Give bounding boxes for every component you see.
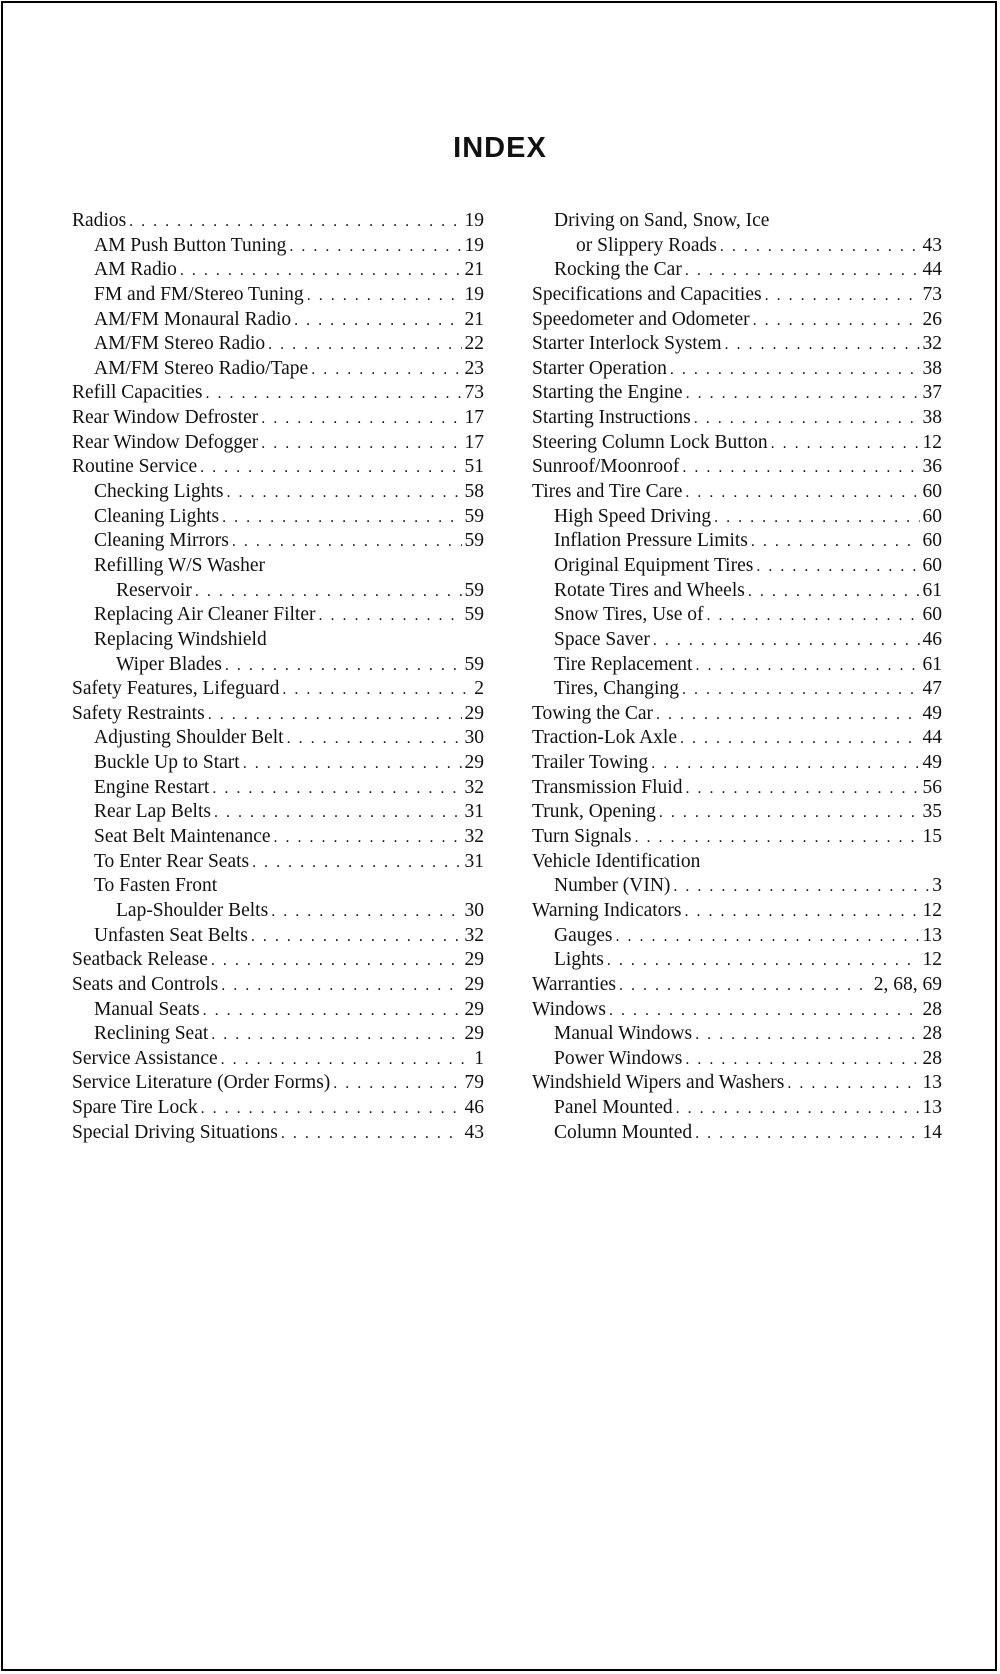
entry-page-number: 13	[922, 924, 942, 946]
entry-label: Starting Instructions	[532, 407, 691, 429]
entry-label: Warranties	[532, 973, 616, 995]
index-entry	[532, 677, 942, 702]
dot-leader	[682, 678, 920, 703]
entry-label: Column Mounted	[554, 1121, 693, 1143]
entry-page-number: 3	[932, 875, 942, 897]
entry-page-number: 79	[464, 1072, 484, 1094]
entry-label: Steering Column Lock Button	[532, 431, 768, 453]
entry-label: Replacing Windshield	[94, 628, 267, 650]
dot-leader	[695, 654, 919, 679]
index-entry	[532, 1047, 942, 1072]
entry-label: Rotate Tires and Wheels	[554, 579, 745, 601]
entry-label: Reclining Seat	[94, 1023, 209, 1045]
entry-page-number: 29	[464, 973, 484, 995]
index-entry	[72, 431, 484, 456]
index-entry	[532, 209, 942, 234]
entry-label: Driving on Sand, Snow, Ice	[554, 210, 770, 231]
entry-page-number: 12	[922, 899, 942, 921]
index-entry	[72, 332, 484, 357]
dot-leader	[333, 1072, 461, 1097]
entry-page-number: 60	[922, 604, 942, 626]
entry-label: Tires and Tire Care	[532, 481, 683, 503]
entry-page-number: 32	[464, 776, 484, 798]
index-entry	[532, 455, 942, 480]
index-entry	[72, 800, 484, 825]
entry-label: Space Saver	[554, 628, 650, 650]
entry-label: Turn Signals	[532, 826, 632, 848]
entry-label: Original Equipment Tires	[554, 554, 754, 576]
entry-page-number: 30	[464, 899, 484, 921]
dot-leader	[673, 875, 929, 900]
entry-page-number: 49	[922, 702, 942, 724]
entry-page-number: 26	[922, 308, 942, 330]
entry-label: Starting the Engine	[532, 382, 683, 404]
index-entry	[532, 1096, 942, 1121]
index-entry	[532, 529, 942, 554]
entry-label: Windows	[532, 998, 606, 1020]
entry-label: Cleaning Lights	[94, 505, 220, 527]
entry-label: Safety Features, Lifeguard	[72, 678, 280, 700]
entry-page-number: 61	[922, 579, 942, 601]
entry-label: Wiper Blades	[116, 653, 222, 675]
index-entry	[532, 381, 942, 406]
index-entry	[72, 308, 484, 333]
entry-label: Unfasten Seat Belts	[94, 924, 248, 946]
entry-label: Sunroof/Moonroof	[532, 456, 680, 478]
entry-label: Starter Interlock System	[532, 333, 722, 355]
entry-page-number: 13	[922, 1072, 942, 1094]
dot-leader	[232, 530, 462, 555]
index-entry	[532, 850, 942, 875]
entry-page-number: 17	[464, 407, 484, 429]
entry-page-number: 35	[922, 801, 942, 823]
index-entry	[532, 628, 942, 653]
index-entry	[72, 529, 484, 554]
index-entry	[532, 726, 942, 751]
entry-label: Service Assistance	[72, 1047, 218, 1069]
dot-leader	[695, 1023, 919, 1048]
entry-label: Radios	[72, 210, 127, 231]
entry-label: High Speed Driving	[554, 505, 712, 527]
entry-label: Speedometer and Odometer	[532, 308, 750, 330]
index-entry	[72, 455, 484, 480]
entry-label: Trunk, Opening	[532, 801, 656, 823]
dot-leader	[653, 629, 920, 654]
dot-leader	[307, 284, 462, 309]
index-entry	[532, 948, 942, 973]
entry-label: Safety Restraints	[72, 702, 205, 724]
entry-label: AM Radio	[94, 259, 177, 281]
index-entry	[72, 1121, 484, 1146]
index-entry	[532, 1121, 942, 1146]
dot-leader	[129, 210, 461, 235]
entry-label: or Slippery Roads	[576, 234, 717, 256]
entry-label: Trailer Towing	[532, 752, 649, 774]
entry-page-number: 32	[922, 333, 942, 355]
index-entry	[532, 973, 942, 998]
entry-page-number: 46	[922, 628, 942, 650]
dot-leader	[676, 1097, 920, 1122]
entry-label: Starter Operation	[532, 357, 667, 379]
dot-leader	[211, 949, 462, 974]
entry-page-number: 31	[464, 850, 484, 872]
dot-leader	[659, 801, 920, 826]
index-entry	[72, 751, 484, 776]
entry-label: Traction-Lok Axle	[532, 727, 677, 749]
index-entry	[72, 406, 484, 431]
entry-page-number: 38	[922, 357, 942, 379]
dot-leader	[694, 407, 920, 432]
index-entry	[72, 653, 484, 678]
entry-label: AM/FM Stereo Radio/Tape	[94, 357, 309, 379]
entry-page-number: 29	[464, 1023, 484, 1045]
entry-label: Seatback Release	[72, 949, 208, 971]
index-entry	[532, 308, 942, 333]
entry-page-number: 13	[922, 1097, 942, 1119]
dot-leader	[685, 900, 920, 925]
index-entry	[72, 726, 484, 751]
entry-label: Lap-Shoulder Belts	[116, 899, 269, 921]
entry-page-number: 22	[464, 333, 484, 355]
entry-label: Cleaning Mirrors	[94, 530, 229, 552]
index-entry	[532, 899, 942, 924]
entry-label: Refilling W/S Washer	[94, 554, 266, 576]
entry-page-number: 47	[922, 678, 942, 700]
index-entry	[72, 1096, 484, 1121]
dot-leader	[756, 555, 919, 580]
entry-page-number: 59	[464, 505, 484, 527]
dot-leader	[748, 580, 920, 605]
entry-page-number: 2, 68, 69	[873, 973, 942, 995]
entry-page-number: 44	[922, 259, 942, 281]
entry-label: Tires, Changing	[554, 678, 679, 700]
index-entry	[532, 1071, 942, 1096]
entry-page-number: 29	[464, 998, 484, 1020]
index-entry	[532, 751, 942, 776]
index-entry	[532, 234, 942, 259]
entry-page-number: 61	[922, 653, 942, 675]
index-entry	[532, 998, 942, 1023]
dot-leader	[695, 1122, 919, 1147]
dot-leader	[212, 777, 461, 802]
entry-label: Reservoir	[116, 579, 192, 601]
index-entry	[532, 406, 942, 431]
dot-leader	[685, 777, 919, 802]
entry-label: Gauges	[554, 924, 613, 946]
index-entry	[532, 874, 942, 899]
index-entry	[532, 776, 942, 801]
index-entry	[72, 850, 484, 875]
entry-label: FM and FM/Stereo Tuning	[94, 283, 304, 305]
dot-leader	[609, 999, 920, 1024]
entry-page-number: 30	[464, 727, 484, 749]
dot-leader	[281, 1122, 462, 1147]
entry-label: AM/FM Monaural Radio	[94, 308, 292, 330]
entry-page-number: 1	[474, 1047, 484, 1069]
dot-leader	[707, 604, 920, 629]
entry-page-number: 28	[922, 998, 942, 1020]
dot-leader	[311, 358, 461, 383]
entry-label: Windshield Wipers and Washers	[532, 1072, 785, 1094]
index-entry	[72, 628, 484, 653]
entry-label: Towing the Car	[532, 702, 654, 724]
entry-page-number: 56	[922, 776, 942, 798]
dot-leader	[201, 1097, 462, 1122]
index-entry	[72, 924, 484, 949]
entry-page-number: 23	[464, 357, 484, 379]
entry-page-number: 29	[464, 702, 484, 724]
entry-label: Replacing Air Cleaner Filter	[94, 604, 316, 626]
dot-leader	[282, 678, 471, 703]
dot-leader	[211, 1023, 461, 1048]
dot-leader	[635, 826, 920, 851]
dot-leader	[751, 530, 920, 555]
entry-page-number: 58	[464, 481, 484, 503]
entry-label: AM Push Button Tuning	[94, 234, 287, 256]
entry-label: AM/FM Stereo Radio	[94, 333, 266, 355]
index-entry	[72, 579, 484, 604]
entry-page-number: 19	[464, 234, 484, 256]
page-title: INDEX	[453, 132, 547, 164]
entry-page-number: 73	[922, 283, 942, 305]
entry-label: Inflation Pressure Limits	[554, 530, 748, 552]
index-entry	[532, 1022, 942, 1047]
dot-leader	[200, 456, 461, 481]
entry-label: Panel Mounted	[554, 1097, 673, 1119]
index-entry	[72, 874, 484, 899]
entry-label: Rear Lap Belts	[94, 801, 211, 823]
index-entry	[72, 1047, 484, 1072]
entry-label: Routine Service	[72, 456, 198, 478]
dot-leader	[725, 333, 920, 358]
entry-page-number: 60	[922, 530, 942, 552]
entry-page-number: 38	[922, 407, 942, 429]
index-entry	[532, 480, 942, 505]
index-entry	[72, 1022, 484, 1047]
entry-page-number: 59	[464, 579, 484, 601]
dot-leader	[261, 432, 461, 457]
entry-page-number: 2	[474, 678, 484, 700]
entry-page-number: 43	[922, 234, 942, 256]
index-column-left	[72, 209, 484, 1145]
dot-leader	[680, 727, 920, 752]
index-entry	[72, 554, 484, 579]
dot-leader	[180, 259, 462, 284]
index-entry	[72, 899, 484, 924]
dot-leader	[268, 333, 461, 358]
entry-page-number: 21	[464, 308, 484, 330]
entry-page-number: 73	[464, 382, 484, 404]
entry-page-number: 32	[464, 826, 484, 848]
dot-leader	[203, 999, 462, 1024]
dot-leader	[271, 900, 461, 925]
entry-label: Buckle Up to Start	[94, 752, 240, 774]
entry-label: Special Driving Situations	[72, 1121, 278, 1143]
entry-page-number: 43	[464, 1121, 484, 1143]
entry-page-number: 12	[922, 949, 942, 971]
index-entry	[532, 825, 942, 850]
index-entry	[72, 357, 484, 382]
dot-leader	[261, 407, 461, 432]
index-entry	[72, 209, 484, 234]
index-entry	[72, 234, 484, 259]
entry-label: Specifications and Capacities	[532, 283, 762, 305]
dot-leader	[771, 432, 920, 457]
index-entry	[532, 603, 942, 628]
entry-label: Service Literature (Order Forms)	[72, 1072, 331, 1094]
dot-leader	[274, 826, 462, 851]
index-entry	[72, 1071, 484, 1096]
dot-leader	[714, 506, 919, 531]
entry-page-number: 60	[922, 554, 942, 576]
dot-leader	[685, 259, 920, 284]
dot-leader	[252, 851, 461, 876]
dot-leader	[318, 604, 461, 629]
entry-page-number: 12	[922, 431, 942, 453]
dot-leader	[251, 925, 462, 950]
dot-leader	[289, 235, 461, 260]
entry-page-number: 59	[464, 653, 484, 675]
dot-leader	[221, 1048, 472, 1073]
entry-label: Snow Tires, Use of	[554, 604, 704, 626]
entry-label: Vehicle Identification	[532, 850, 701, 872]
index-entry	[72, 505, 484, 530]
index-entry	[72, 825, 484, 850]
dot-leader	[787, 1072, 919, 1097]
dot-leader	[753, 309, 920, 334]
entry-page-number: 44	[922, 727, 942, 749]
dot-leader	[225, 654, 462, 679]
entry-label: Refill Capacities	[72, 382, 203, 404]
index-entry	[72, 998, 484, 1023]
index-entry	[532, 924, 942, 949]
index-entry	[72, 677, 484, 702]
entry-page-number: 60	[922, 505, 942, 527]
entry-label: Transmission Fluid	[532, 776, 683, 798]
index-entry	[532, 800, 942, 825]
index-entry	[532, 357, 942, 382]
dot-leader	[656, 703, 919, 728]
entry-page-number: 29	[464, 752, 484, 774]
entry-page-number: 14	[922, 1121, 942, 1143]
dot-leader	[222, 506, 461, 531]
entry-page-number: 32	[464, 924, 484, 946]
index-entry	[72, 948, 484, 973]
dot-leader	[287, 727, 462, 752]
entry-page-number: 60	[922, 481, 942, 503]
entry-label: Adjusting Shoulder Belt	[94, 727, 284, 749]
dot-leader	[243, 752, 462, 777]
entry-page-number: 21	[464, 259, 484, 281]
entry-label: Manual Windows	[554, 1023, 693, 1045]
entry-page-number: 28	[922, 1047, 942, 1069]
entry-page-number: 36	[922, 456, 942, 478]
index-entry	[72, 776, 484, 801]
entry-label: Warning Indicators	[532, 899, 682, 921]
dot-leader	[294, 309, 461, 334]
entry-label: To Fasten Front	[94, 875, 218, 897]
dot-leader	[619, 974, 871, 999]
entry-page-number: 59	[464, 530, 484, 552]
entry-page-number: 51	[464, 456, 484, 478]
entry-page-number: 37	[922, 382, 942, 404]
index-entry	[532, 554, 942, 579]
entry-page-number: 59	[464, 604, 484, 626]
dot-leader	[685, 1048, 919, 1073]
entry-label: Spare Tire Lock	[72, 1097, 198, 1119]
entry-label: Seats and Controls	[72, 973, 219, 995]
dot-leader	[685, 481, 919, 506]
dot-leader	[720, 235, 920, 260]
dot-leader	[206, 382, 462, 407]
dot-leader	[214, 801, 462, 826]
dot-leader	[226, 481, 461, 506]
dot-leader	[221, 974, 461, 999]
entry-label: To Enter Rear Seats	[94, 850, 250, 872]
index-entry	[532, 579, 942, 604]
index-entry	[532, 431, 942, 456]
index-entry	[72, 283, 484, 308]
entry-page-number: 28	[922, 1023, 942, 1045]
entry-label: Power Windows	[554, 1047, 683, 1069]
entry-label: Rear Window Defogger	[72, 431, 259, 453]
dot-leader	[615, 925, 919, 950]
index-entry	[532, 332, 942, 357]
index-entry	[72, 258, 484, 283]
dot-leader	[208, 703, 462, 728]
dot-leader	[686, 382, 920, 407]
entry-page-number: 31	[464, 801, 484, 823]
entry-label: Engine Restart	[94, 776, 210, 798]
dot-leader	[765, 284, 920, 309]
dot-leader	[670, 358, 920, 383]
entry-page-number: 46	[464, 1097, 484, 1119]
index-entry	[72, 480, 484, 505]
index-entry	[532, 653, 942, 678]
index-entry	[72, 973, 484, 998]
entry-label: Rocking the Car	[554, 259, 682, 281]
entry-page-number: 15	[922, 826, 942, 848]
index-entry	[72, 381, 484, 406]
dot-leader	[682, 456, 919, 481]
entry-page-number: 19	[464, 283, 484, 305]
index-entry	[72, 603, 484, 628]
entry-label: Tire Replacement	[554, 653, 693, 675]
dot-leader	[651, 752, 919, 777]
index-entry	[532, 258, 942, 283]
index-entry	[72, 702, 484, 727]
entry-label: Seat Belt Maintenance	[94, 826, 271, 848]
dot-leader	[607, 949, 920, 974]
entry-label: Number (VIN)	[554, 875, 671, 897]
index-entry	[532, 702, 942, 727]
entry-page-number: 49	[922, 752, 942, 774]
index-column-right	[532, 209, 942, 1145]
entry-label: Rear Window Defroster	[72, 407, 259, 429]
entry-page-number: 29	[464, 949, 484, 971]
index-entry	[532, 505, 942, 530]
dot-leader	[195, 580, 462, 605]
entry-page-number: 17	[464, 431, 484, 453]
entry-label: Checking Lights	[94, 481, 224, 503]
index-entry	[532, 283, 942, 308]
entry-page-number: 19	[464, 210, 484, 231]
entry-label: Lights	[554, 949, 604, 971]
entry-label: Manual Seats	[94, 998, 200, 1020]
